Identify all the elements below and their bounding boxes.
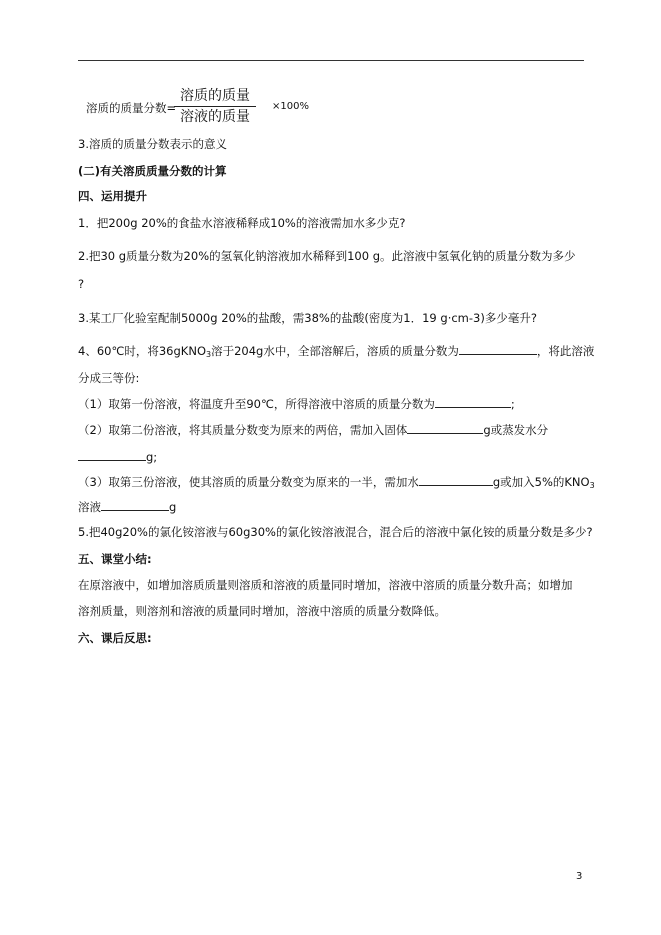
q4-part3-solution: 溶液 bbox=[78, 500, 101, 514]
q4-text-b: 溶于204g水中，全部溶解后，溶质的质量分数为 bbox=[211, 344, 459, 358]
q4-part3-mid: g或加入5%的KNO bbox=[492, 475, 590, 489]
question-4-line-2: 分成三等份: bbox=[78, 371, 140, 385]
page-number: 3 bbox=[576, 871, 583, 882]
formula-lhs: 溶质的质量分数= bbox=[86, 101, 177, 115]
q4-part2-end: g; bbox=[146, 450, 158, 464]
question-4-part-2-cont bbox=[78, 449, 590, 465]
header-rule bbox=[78, 60, 584, 61]
question-2-end: ? bbox=[78, 277, 85, 291]
q4-part2-text: （2）取第二份溶液，将其质量分数变为原来的两倍，需加入固体 bbox=[78, 423, 408, 437]
q4-subscript: 3 bbox=[206, 350, 212, 359]
q4-part3-text: （3）取第三份溶液，使其溶质的质量分数变为原来的一半，需加水 bbox=[78, 475, 419, 489]
section-heading-reflection: 六、课后反思: bbox=[78, 631, 152, 645]
formula-fraction bbox=[174, 86, 256, 127]
question-4-part-3 bbox=[78, 474, 595, 494]
question-4-part-2 bbox=[78, 422, 590, 438]
summary-line-2: 溶剂质量，则溶剂和溶液的质量同时增加，溶液中溶质的质量分数降低。 bbox=[78, 604, 446, 618]
section-heading-summary: 五、课堂小结: bbox=[78, 552, 152, 566]
answer-blank-solid[interactable] bbox=[407, 422, 483, 434]
answer-blank-evaporate[interactable] bbox=[78, 449, 146, 461]
question-4-part-1 bbox=[78, 396, 590, 412]
section-heading-calculation: (二)有关溶质质量分数的计算 bbox=[78, 164, 227, 178]
q4-text-a: 4、60℃时，将36gKNO bbox=[78, 344, 206, 358]
section-heading-practice: 四、运用提升 bbox=[78, 189, 147, 203]
meaning-line: 3.溶质的质量分数表示的意义 bbox=[78, 137, 227, 151]
question-2: 2.把30 g质量分数为20%的氢氧化钠溶液加水稀释到100 g。此溶液中氢氧化钠的质量分数为多少 bbox=[78, 249, 576, 263]
question-4-part-3-cont bbox=[78, 499, 590, 515]
answer-blank-mass-fraction[interactable] bbox=[459, 343, 537, 355]
question-3: 3.某工厂化验室配制5000g 20%的盐酸，需38%的盐酸(密度为1．19 g·cm-3)多少毫升? bbox=[78, 311, 537, 325]
formula-times: ×100% bbox=[272, 101, 309, 112]
q4-part1-text: （1）取第一份溶液，将温度升至90℃，所得溶液中溶质的质量分数为 bbox=[78, 397, 435, 411]
q4-part3-end: g bbox=[169, 500, 177, 514]
q4-part1-end: ; bbox=[510, 397, 515, 411]
question-4-line-1 bbox=[78, 343, 595, 363]
formula-numerator: 溶质的质量 bbox=[180, 88, 250, 104]
answer-blank-solution[interactable] bbox=[101, 499, 169, 511]
q4-part3-subscript: 3 bbox=[589, 481, 595, 490]
question-5: 5.把40g20%的氯化铵溶液与60g30%的氯化铵溶液混合，混合后的溶液中氯化铵的质量分数是多少? bbox=[78, 525, 593, 539]
answer-blank-part-1[interactable] bbox=[435, 396, 511, 408]
summary-line-1: 在原溶液中，如增加溶质质量则溶质和溶液的质量同时增加，溶液中溶质的质量分数升高；如增加 bbox=[78, 578, 573, 592]
q4-part2-mid: g或蒸发水分 bbox=[483, 423, 549, 437]
answer-blank-water[interactable] bbox=[419, 474, 493, 486]
formula-denominator: 溶液的质量 bbox=[180, 109, 250, 125]
q4-text-c: ，将此溶液 bbox=[536, 344, 595, 358]
question-1: 1．把200g 20%的食盐水溶液稀释成10%的溶液需加水多少克? bbox=[78, 216, 406, 230]
